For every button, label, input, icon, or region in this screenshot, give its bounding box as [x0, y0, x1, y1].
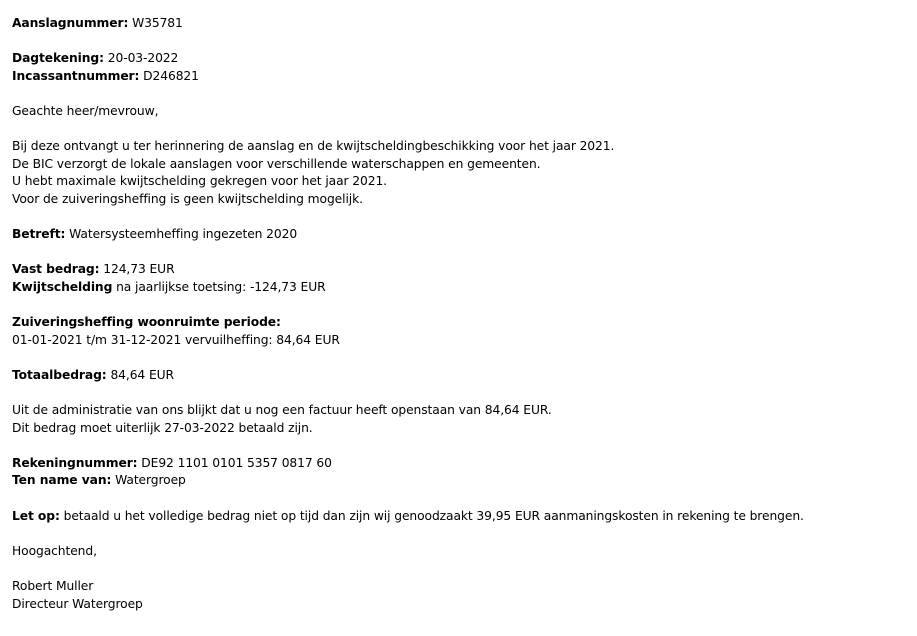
incassantnummer-line	[12, 68, 804, 86]
let-op-line	[12, 508, 804, 526]
totaalbedrag-line	[12, 367, 804, 385]
rekeningnummer-line	[12, 455, 804, 473]
incassantnummer-label: Incassantnummer:	[12, 68, 140, 83]
payment-block	[12, 455, 804, 490]
salutation-text: Geachte heer/mevrouw,	[12, 103, 159, 118]
intro-paragraph	[12, 138, 804, 208]
ten-name-van-label: Ten name van:	[12, 473, 112, 488]
zuiveringsheffing-block	[12, 314, 804, 349]
warning-block	[12, 508, 804, 526]
betreft-line	[12, 226, 804, 244]
rekeningnummer-value: DE92 1101 0101 5357 0817 60	[141, 455, 332, 470]
salutation	[12, 103, 804, 121]
dagtekening-value: 20-03-2022	[107, 51, 179, 66]
dagtekening-label: Dagtekening:	[12, 51, 104, 66]
vast-bedrag-value: 124,73 EUR	[103, 262, 175, 277]
betreft-block	[12, 226, 804, 244]
vast-bedrag-line	[12, 261, 804, 279]
notice-paragraph	[12, 402, 804, 437]
let-op-label: Let op:	[12, 508, 60, 523]
intro-line: De BIC verzorgt de lokale aanslagen voor verschillende waterschappen en gemeenten.	[12, 156, 541, 171]
signature-name: Robert Muller	[12, 579, 94, 593]
rekeningnummer-label: Rekeningnummer:	[12, 455, 138, 470]
date-block	[12, 50, 804, 85]
kwijtschelding-value: na jaarlijkse toetsing: -124,73 EUR	[116, 279, 326, 294]
totaal-block	[12, 367, 804, 385]
vast-bedrag-label: Vast bedrag:	[12, 262, 100, 277]
totaalbedrag-value: 84,64 EUR	[110, 367, 174, 382]
aanslagnummer-value: W35781	[132, 16, 183, 30]
notice-line: Uit de administratie van ons blijkt dat u nog een factuur heeft openstaan van 84,64 EUR.	[12, 403, 552, 418]
intro-line: Voor de zuiveringsheffing is geen kwijtschelding mogelijk.	[12, 191, 363, 206]
notice-line: Dit bedrag moet uiterlijk 27-03-2022 betaald zijn.	[12, 420, 313, 435]
let-op-text: betaald u het volledige bedrag niet op tijd dan zijn wij genoodzaakt 39,95 EUR aanmaningskosten in rekening te brengen.	[63, 508, 804, 523]
intro-line: Bij deze ontvangt u ter herinnering de aanslag en de kwijtscheldingbeschikking voor het jaar 2021.	[12, 139, 615, 154]
letter-body	[12, 15, 804, 631]
closing	[12, 543, 804, 561]
betreft-value: Watersysteemheffing ingezeten 2020	[69, 227, 298, 242]
incassantnummer-value: D246821	[143, 68, 199, 83]
zuiveringsheffing-heading	[12, 314, 804, 332]
ten-name-van-value: Watergroep	[115, 473, 186, 488]
aanslagnummer-line	[12, 15, 804, 33]
kwijtschelding-label: Kwijtschelding	[12, 279, 113, 294]
closing-text: Hoogachtend,	[12, 543, 97, 558]
totaalbedrag-label: Totaalbedrag:	[12, 367, 107, 382]
betreft-label: Betreft:	[12, 227, 66, 242]
dagtekening-line	[12, 50, 804, 68]
zuiveringsheffing-period-line: 01-01-2021 t/m 31-12-2021 vervuilheffing: 84,64 EUR	[12, 332, 340, 347]
intro-line: U hebt maximale kwijtschelding gekregen voor het jaar 2021.	[12, 174, 387, 189]
signature-block	[12, 578, 804, 613]
signature-title: Directeur Watergroep	[12, 596, 143, 611]
kwijtschelding-line	[12, 279, 804, 297]
reference-block	[12, 15, 804, 33]
zuiveringsheffing-label: Zuiveringsheffing woonruimte periode:	[12, 315, 281, 330]
aanslagnummer-label: Aanslagnummer:	[12, 16, 129, 30]
amounts-block	[12, 261, 804, 296]
ten-name-van-line	[12, 472, 804, 490]
